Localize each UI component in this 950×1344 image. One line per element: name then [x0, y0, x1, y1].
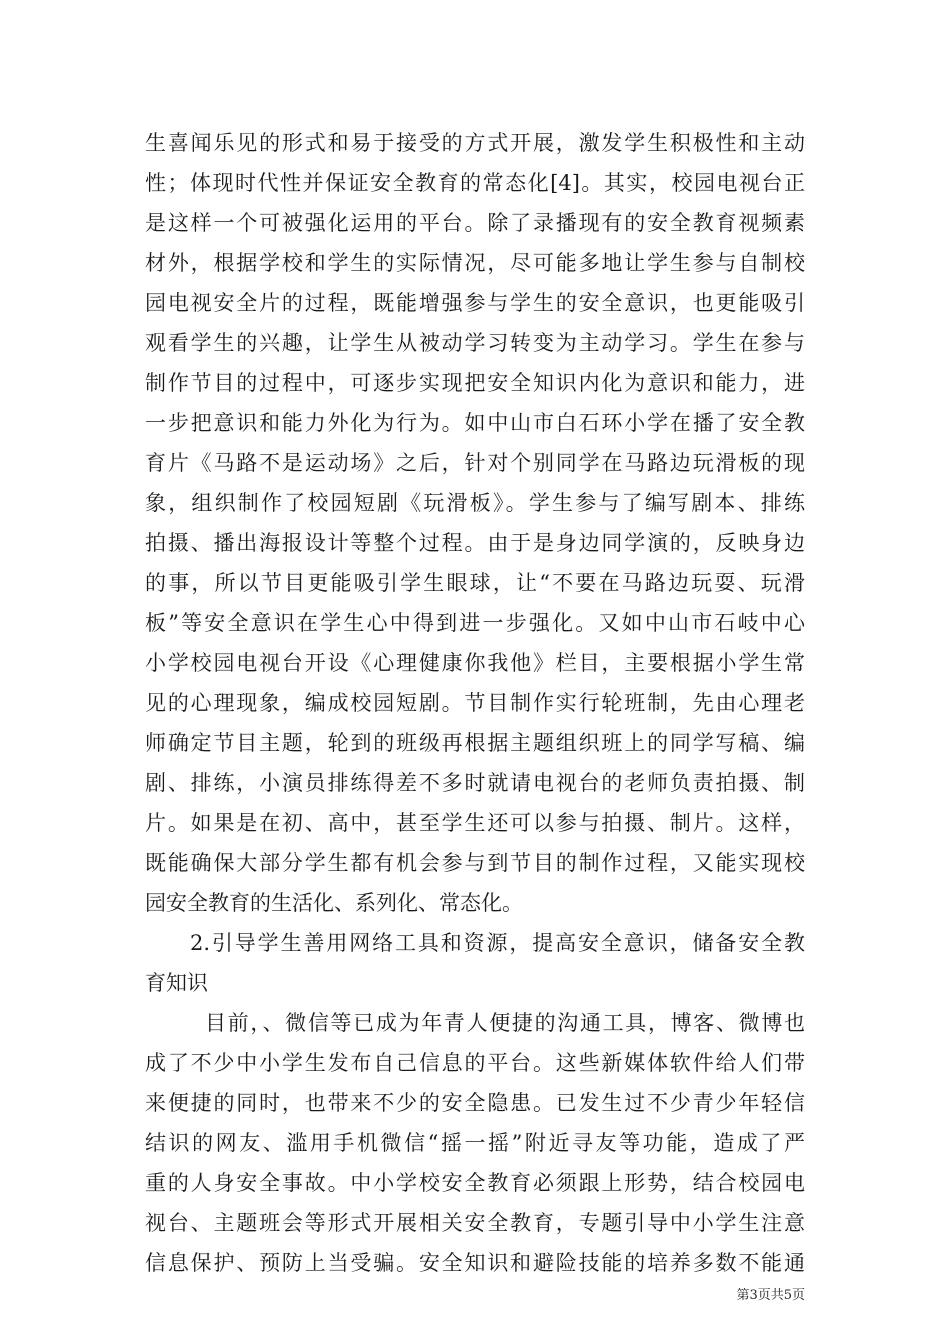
- section-heading: 2.引导学生善用网络工具和资源，提高安全意识，储备安全教: [190, 931, 805, 955]
- text-line: 拍摄、播出海报设计等整个过程。由于是身边同学演的，反映身边: [145, 531, 805, 555]
- text-line: 是这样一个可被强化运用的平台。除了录播现有的安全教育视频素: [145, 211, 805, 235]
- text-line: 信息保护、预防上当受骗。安全知识和避险技能的培养多数不能通: [145, 1251, 805, 1275]
- text-line: 见的心理现象，编成校园短剧。节目制作实行轮班制，先由心理老: [145, 691, 805, 715]
- text-line: 育片《马路不是运动场》之后，针对个别同学在马路边玩滑板的现: [145, 451, 805, 475]
- text-line: 生喜闻乐见的形式和易于接受的方式开展，激发学生积极性和主动: [145, 131, 805, 155]
- text-line: 视台、主题班会等形式开展相关安全教育，专题引导中小学生注意: [145, 1211, 805, 1235]
- text-line: 园安全教育的生活化、系列化、常态化。: [145, 891, 523, 915]
- text-line: 象，组织制作了校园短剧《玩滑板》。学生参与了编写剧本、排练: [145, 491, 805, 515]
- section-heading: 育知识: [145, 971, 208, 995]
- text-line: 剧、排练，小演员排练得差不多时就请电视台的老师负责拍摄、制: [145, 771, 805, 795]
- text-line: 一步把意识和能力外化为行为。如中山市白石环小学在播了安全教: [145, 411, 805, 435]
- text-line: 园电视安全片的过程，既能增强参与学生的安全意识，也更能吸引: [145, 291, 805, 315]
- text-line: 材外，根据学校和学生的实际情况，尽可能多地让学生参与自制校: [145, 251, 805, 275]
- text-line: 小学校园电视台开设《心理健康你我他》栏目，主要根据小学生常: [145, 651, 805, 675]
- text-line: 来便捷的同时，也带来不少的安全隐患。已发生过不少青少年轻信: [145, 1091, 805, 1115]
- text-line: 板”等安全意识在学生心中得到进一步强化。又如中山市石岐中心: [145, 611, 805, 635]
- text-line: 的事，所以节目更能吸引学生眼球，让“不要在马路边玩耍、玩滑: [145, 571, 805, 595]
- text-line: 目前，、微信等已成为年青人便捷的沟通工具，博客、微博也: [205, 1011, 805, 1035]
- text-line: 观看学生的兴趣，让学生从被动学习转变为主动学习。学生在参与: [145, 331, 805, 355]
- text-line: 结识的网友、滥用手机微信“摇一摇”附近寻友等功能，造成了严: [145, 1131, 805, 1155]
- page-number: 第3页共5页: [736, 1288, 805, 1303]
- text-line: 制作节目的过程中，可逐步实现把安全知识内化为意识和能力，进: [145, 371, 805, 395]
- text-line: 成了不少中小学生发布自己信息的平台。这些新媒体软件给人们带: [145, 1051, 805, 1075]
- text-line: 片。如果是在初、高中，甚至学生还可以参与拍摄、制片。这样，: [145, 811, 805, 835]
- text-line: 既能确保大部分学生都有机会参与到节目的制作过程，又能实现校: [145, 851, 805, 875]
- text-line: 性；体现时代性并保证安全教育的常态化[4]。其实，校园电视台正: [145, 171, 805, 195]
- text-line: 师确定节目主题，轮到的班级再根据主题组织班上的同学写稿、编: [145, 731, 805, 755]
- text-line: 重的人身安全事故。中小学校安全教育必须跟上形势，结合校园电: [145, 1171, 805, 1195]
